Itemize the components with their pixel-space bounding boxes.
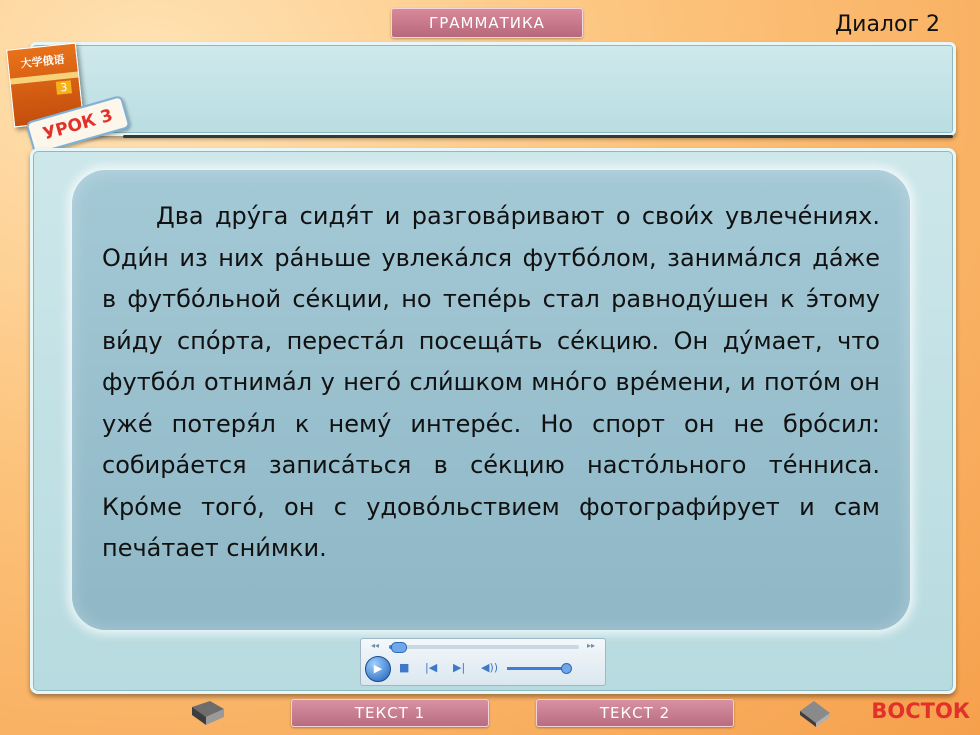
seek-bar[interactable]	[389, 645, 579, 649]
rewind-icon[interactable]: ◂◂	[371, 641, 380, 650]
text1-button[interactable]: ТЕКСТ 1	[291, 699, 489, 727]
volume-thumb[interactable]	[561, 663, 572, 674]
lesson-badge: УРОК 3	[25, 95, 130, 155]
play-icon[interactable]: ▶	[365, 656, 391, 682]
textbook-volume: 3	[56, 80, 72, 94]
previous-icon[interactable]: |◀	[425, 661, 438, 674]
fast-forward-icon[interactable]: ▸▸	[586, 641, 595, 650]
volume-icon[interactable]: ◀))	[481, 661, 499, 674]
forward-book-icon[interactable]	[794, 697, 834, 729]
seek-thumb[interactable]	[391, 642, 407, 653]
volume-slider[interactable]	[507, 667, 567, 670]
grammar-tab[interactable]: ГРАММАТИКА	[391, 8, 583, 38]
next-icon[interactable]: ▶|	[453, 661, 466, 674]
dialog-text-bubble	[72, 170, 910, 630]
dialog-paragraph: Два дру́га сидя́т и разгова́ривают о свои́х увлече́ниях. Оди́н из них ра́ньше увлека́лся футбо́лом, занима́лся да́же в футбо́льной се́кции, но тепе́рь стал равноду́шен к э́тому ви́ду спо́рта, переста́л посеща́ть се́кцию. Он ду́мает, что футбо́л отнима́л у него́ сли́шком мно́го вре́мени, и пото́м он уже́ потеря́л к нему́ интере́с. Но спорт он не бро́сил: собира́ется записа́ться в се́кцию насто́льного те́нниса. Кро́ме того́, он с удово́льствием фотографи́рует и сам печа́тает сни́мки.	[102, 202, 880, 562]
audio-player	[360, 638, 606, 686]
dialog-title: Диалог 2	[834, 12, 940, 37]
textbook-title: 大学俄语	[19, 52, 66, 71]
stop-icon[interactable]: ■	[399, 661, 410, 674]
header-panel	[30, 42, 956, 136]
brand-logo: ВОСТОК	[871, 699, 970, 723]
back-book-icon[interactable]	[188, 697, 228, 729]
text2-button[interactable]: ТЕКСТ 2	[536, 699, 734, 727]
